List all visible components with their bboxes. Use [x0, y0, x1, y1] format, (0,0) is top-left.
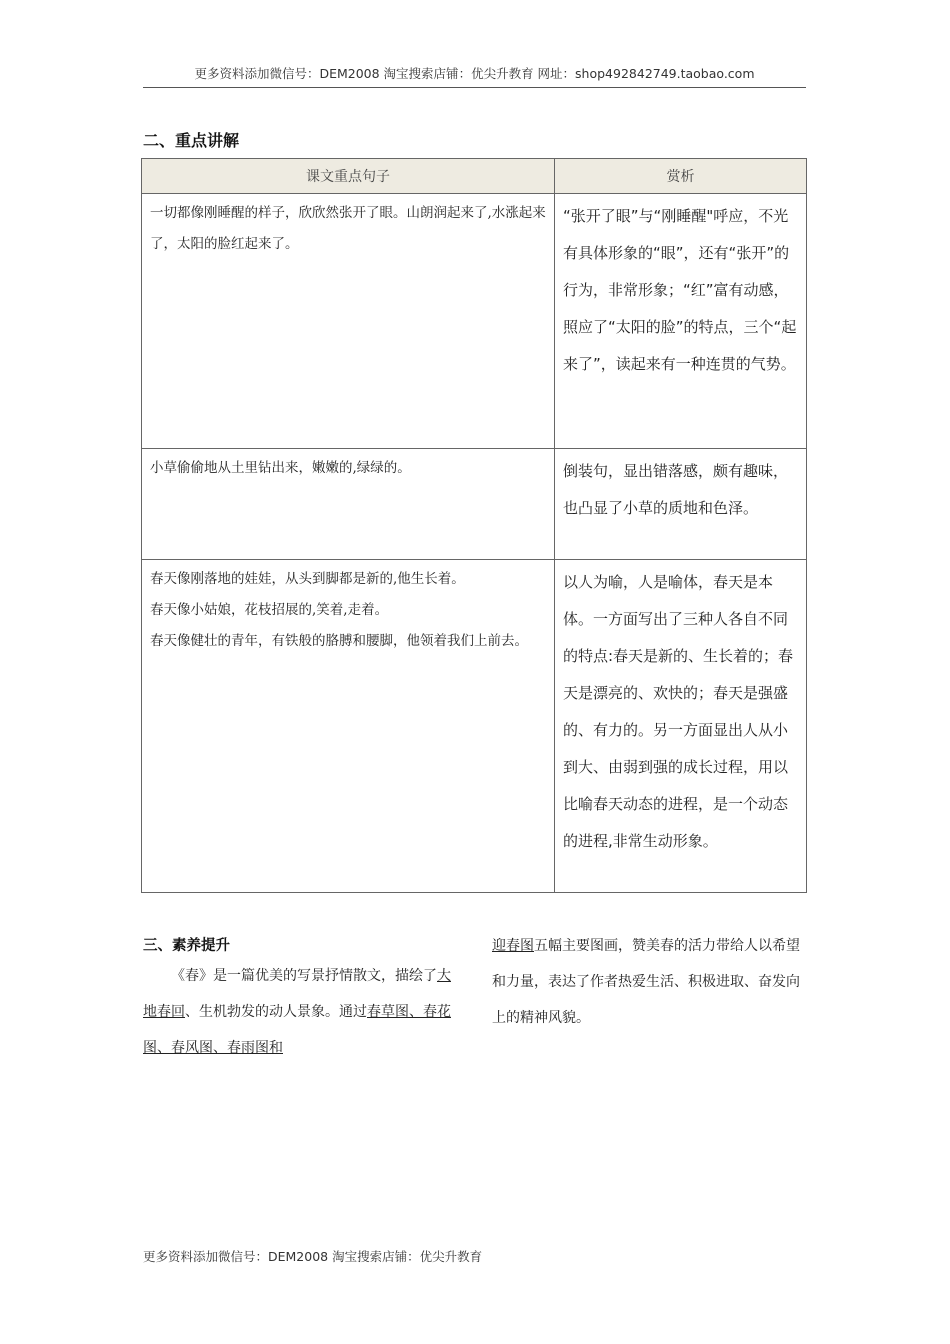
- sentence-text: 春天像健壮的青年，有铁般的胳膊和腰脚，他领着我们上前去。: [150, 633, 528, 649]
- summary-text: 、生机勃发的动人景象。通过: [185, 1004, 367, 1020]
- underlined-phrase: 大地春回: [143, 968, 451, 1020]
- column-header-sentence: 课文重点句子: [142, 159, 555, 194]
- summary-text: 《春》是一篇优美的写景抒情散文，描绘了: [171, 968, 437, 984]
- summary-paragraph-right: [492, 928, 812, 1036]
- sentence-text: 春天像刚落地的娃娃，从头到脚都是新的,他生长着。: [150, 571, 465, 587]
- column-header-analysis: 赏析: [555, 159, 807, 194]
- sentence-text: 小草偷偷地从土里钻出来，嫩嫩的,绿绿的。: [150, 460, 411, 476]
- sentence-cell: [142, 560, 555, 893]
- analysis-cell: 以人为喻，人是喻体，春天是本体。一方面写出了三种人各自不同的特点:春天是新的、生长着的；春天是漂亮的、欢快的；春天是强盛的、有力的。另一方面显出人从小到大、由弱到强的成长过程，用以比喻春天动态的进程，是一个动态的进程,非常生动形象。: [555, 560, 807, 893]
- key-sentences-table: [141, 158, 807, 893]
- sentence-cell: [142, 449, 555, 560]
- underlined-phrase: 迎春图: [492, 938, 534, 954]
- analysis-cell: “张开了眼”与“刚睡醒"呼应，不光有具体形象的“眼”，还有“张开”的行为，非常形象；“红”富有动感，照应了“太阳的脸”的特点，三个“起来了”，读起来有一种连贯的气势。: [555, 194, 807, 449]
- page-footer: 更多资料添加微信号：DEM2008 淘宝搜索店铺：优尖升教育: [143, 1249, 483, 1264]
- sentence-text: 一切都像刚睡醒的样子，欣欣然张开了眼。山朗润起来了,水涨起来了，太阳的脸红起来了。: [150, 205, 546, 252]
- sentence-cell: [142, 194, 555, 449]
- table-row: [142, 194, 807, 449]
- table-row: [142, 560, 807, 893]
- section-title-key-points: 二、重点讲解: [143, 131, 240, 150]
- page-header: 更多资料添加微信号：DEM2008 淘宝搜索店铺：优尖升教育 网址：shop492842749.taobao.com: [143, 64, 806, 88]
- section-title-literacy: 三、素养提升: [143, 938, 230, 954]
- summary-paragraph-left: [143, 958, 463, 1066]
- table-row: [142, 449, 807, 560]
- sentence-text: 春天像小姑娘，花枝招展的,笑着,走着。: [150, 602, 389, 618]
- summary-text: 五幅主要图画，赞美春的活力带给人以希望和力量，表达了作者热爱生活、积极进取、奋发向上的精神风貌。: [492, 938, 800, 1026]
- analysis-cell: 倒装句，显出错落感，颇有趣味，也凸显了小草的质地和色泽。: [555, 449, 807, 560]
- underlined-phrase: 春草图、春花图、春风图、春雨图和: [143, 1004, 451, 1056]
- table-header-row: [142, 159, 807, 194]
